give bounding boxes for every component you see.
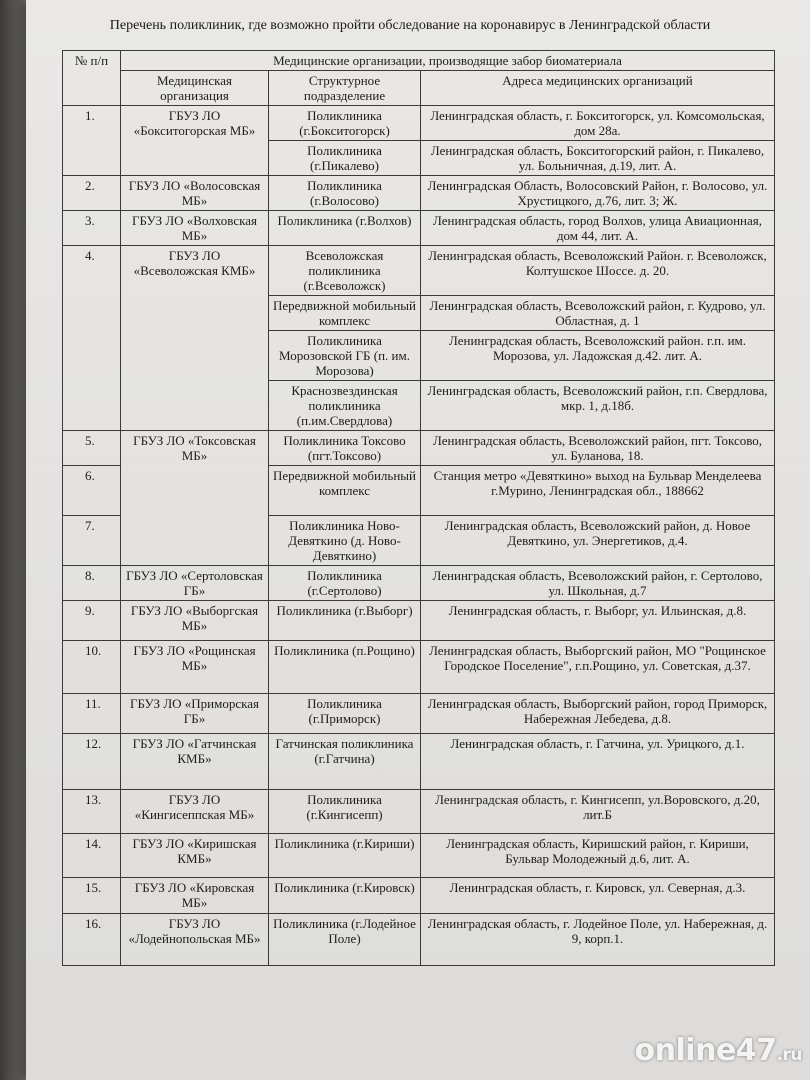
header-sub: Структурное подразделение [269, 71, 421, 106]
row-number: 11. [63, 694, 121, 734]
table-row [63, 790, 775, 834]
table-row [63, 176, 775, 211]
header-row-top [63, 51, 775, 71]
org-name: ГБУЗ ЛО «Токсовская МБ» [121, 431, 269, 566]
address: Ленинградская Область, Волосовский Район, г. Волосово, ул. Хрустицкого, д.76, лит. 3; Ж. [421, 176, 775, 211]
address: Ленинградская область, Всеволожский район, пгт. Токсово, ул. Буланова, 18. [421, 431, 775, 466]
row-number: 3. [63, 211, 121, 246]
row-number: 8. [63, 566, 121, 601]
subdivision: Поликлиника (г.Кингисепп) [269, 790, 421, 834]
subdivision: Поликлиника Морозовской ГБ (п. им. Морозова) [269, 331, 421, 381]
subdivision: Всеволожская поликлиника (г.Всеволожск) [269, 246, 421, 296]
org-name: ГБУЗ ЛО «Киришская КМБ» [121, 834, 269, 878]
watermark-brand: online47 [634, 1033, 777, 1068]
site-watermark [635, 1033, 802, 1068]
row-number: 12. [63, 734, 121, 790]
org-name: ГБУЗ ЛО «Волховская МБ» [121, 211, 269, 246]
subdivision: Поликлиника (г.Бокситогорск) [269, 106, 421, 141]
org-name: ГБУЗ ЛО «Приморская ГБ» [121, 694, 269, 734]
row-number: 5. [63, 431, 121, 466]
document-title: Перечень поликлиник, где возможно пройти обследование на коронавирус в Ленинградской области [109, 18, 711, 33]
row-number: 2. [63, 176, 121, 211]
address: Ленинградская область, Киришский район, г. Кириши, Бульвар Молодежный д.6, лит. А. [421, 834, 775, 878]
subdivision: Передвижной мобильный комплекс [269, 296, 421, 331]
table-row [63, 431, 775, 466]
row-number: 4. [63, 246, 121, 431]
address: Ленинградская область, г. Гатчина, ул. Урицкого, д.1. [421, 734, 775, 790]
header-org: Медицинская организация [121, 71, 269, 106]
org-name: ГБУЗ ЛО «Всеволожская КМБ» [121, 246, 269, 431]
subdivision: Поликлиника (г.Лодейное Поле) [269, 914, 421, 966]
row-number: 13. [63, 790, 121, 834]
address: Ленинградская область, г. Бокситогорск, ул. Комсомольская, дом 28а. [421, 106, 775, 141]
subdivision: Поликлиника (г.Кировск) [269, 878, 421, 914]
table-row [63, 734, 775, 790]
subdivision: Поликлиника (п.Рощино) [269, 641, 421, 694]
address: Ленинградская область, Всеволожский район. г.п. им. Морозова, ул. Ладожская д.42. лит. А. [421, 331, 775, 381]
header-addr: Адреса медицинских организаций [421, 71, 775, 106]
address: Ленинградская область, г. Выборг, ул. Ильинская, д.8. [421, 601, 775, 641]
subdivision: Поликлиника (г.Сертолово) [269, 566, 421, 601]
subdivision: Поликлиника (г.Выборг) [269, 601, 421, 641]
row-number: 15. [63, 878, 121, 914]
row-number: 10. [63, 641, 121, 694]
org-name: ГБУЗ ЛО «Рощинская МБ» [121, 641, 269, 694]
address: Ленинградская область, Выборгский район, МО "Рощинское Городское Поселение", г.п.Рощино, ул. Советская, д.37. [421, 641, 775, 694]
row-number: 16. [63, 914, 121, 966]
header-num: № п/п [63, 51, 121, 106]
org-name: ГБУЗ ЛО «Кингисеппская МБ» [121, 790, 269, 834]
watermark-suffix: .ru [776, 1045, 802, 1065]
address: Ленинградская область, Бокситогорский район, г. Пикалево, ул. Больничная, д.19, лит. А. [421, 141, 775, 176]
header-row-sub [63, 71, 775, 106]
table-row [63, 694, 775, 734]
table-row [63, 914, 775, 966]
subdivision: Поликлиника (г.Волосово) [269, 176, 421, 211]
table-row [63, 211, 775, 246]
address: Ленинградская область, г. Лодейное Поле, ул. Набережная, д. 9, корп.1. [421, 914, 775, 966]
address: Ленинградская область, Всеволожский район, г.п. Свердлова, мкр. 1, д.18б. [421, 381, 775, 431]
address: Ленинградская область, Всеволожский район, г. Сертолово, ул. Школьная, д.7 [421, 566, 775, 601]
subdivision: Передвижной мобильный комплекс [269, 466, 421, 516]
clinics-table [62, 50, 775, 966]
org-name: ГБУЗ ЛО «Лодейнопольская МБ» [121, 914, 269, 966]
address: Ленинградская область, Выборгский район, город Приморск, Набережная Лебедева, д.8. [421, 694, 775, 734]
subdivision: Поликлиника Ново-Девяткино (д. Ново-Девяткино) [269, 516, 421, 566]
address: Ленинградская область, г. Кировск, ул. Северная, д.3. [421, 878, 775, 914]
table-row [63, 834, 775, 878]
table-row [63, 601, 775, 641]
org-name: ГБУЗ ЛО «Волосовская МБ» [121, 176, 269, 211]
table-row [63, 641, 775, 694]
address: Ленинградская область, Всеволожский Район. г. Всеволожск, Колтушское Шоссе. д. 20. [421, 246, 775, 296]
org-name: ГБУЗ ЛО «Гатчинская КМБ» [121, 734, 269, 790]
org-name: ГБУЗ ЛО «Кировская МБ» [121, 878, 269, 914]
header-group: Медицинские организации, производящие забор биоматериала [121, 51, 775, 71]
row-number: 7. [63, 516, 121, 566]
subdivision: Поликлиника (г.Кириши) [269, 834, 421, 878]
address: Ленинградская область, Всеволожский район, д. Новое Девяткино, ул. Энергетиков, д.4. [421, 516, 775, 566]
org-name: ГБУЗ ЛО «Бокситогорская МБ» [121, 106, 269, 176]
subdivision: Краснозвездинская поликлиника (п.им.Свердлова) [269, 381, 421, 431]
org-name: ГБУЗ ЛО «Выборгская МБ» [121, 601, 269, 641]
row-number: 6. [63, 466, 121, 516]
row-number: 9. [63, 601, 121, 641]
address: Станция метро «Девяткино» выход на Бульвар Менделеева г.Мурино, Ленинградская обл., 188662 [421, 466, 775, 516]
subdivision: Поликлиника Токсово (пгт.Токсово) [269, 431, 421, 466]
row-number: 14. [63, 834, 121, 878]
table-row [63, 246, 775, 296]
table-row [63, 878, 775, 914]
subdivision: Поликлиника (г.Пикалево) [269, 141, 421, 176]
row-number: 1. [63, 106, 121, 176]
table-row [63, 566, 775, 601]
address: Ленинградская область, город Волхов, улица Авиационная, дом 44, лит. А. [421, 211, 775, 246]
table-row [63, 106, 775, 141]
subdivision: Поликлиника (г.Приморск) [269, 694, 421, 734]
org-name: ГБУЗ ЛО «Сертоловская ГБ» [121, 566, 269, 601]
subdivision: Гатчинская поликлиника (г.Гатчина) [269, 734, 421, 790]
address: Ленинградская область, г. Кингисепп, ул.Воровского, д.20, лит.Б [421, 790, 775, 834]
address: Ленинградская область, Всеволожский район, г. Кудрово, ул. Областная, д. 1 [421, 296, 775, 331]
subdivision: Поликлиника (г.Волхов) [269, 211, 421, 246]
